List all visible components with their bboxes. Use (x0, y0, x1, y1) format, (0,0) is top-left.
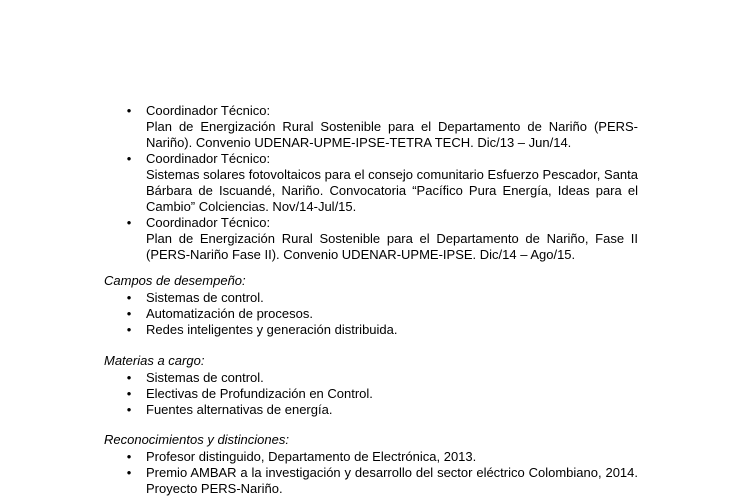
list-item (0, 215, 638, 263)
list-item (0, 322, 638, 338)
bullet-icon: • (126, 370, 132, 385)
list-item-text: Premio AMBAR a la investigación y desarrollo del sector eléctrico Colombiano, 2014. Proyecto PERS-Nariño. (146, 465, 638, 496)
list-item (0, 449, 638, 465)
project-role: Coordinador Técnico: (146, 151, 271, 166)
list-item (0, 465, 638, 497)
bullet-icon: • (126, 402, 132, 417)
list-item-text: Sistemas de control. (146, 370, 264, 385)
list-item-text: Automatización de procesos. (146, 306, 313, 321)
campos-list (0, 290, 741, 338)
bullet-icon: • (126, 151, 132, 166)
projects-list (0, 103, 741, 263)
list-item-text: Fuentes alternativas de energía. (146, 402, 333, 417)
reconocimientos-list (0, 449, 741, 497)
bullet-icon: • (126, 465, 132, 480)
list-item (0, 402, 638, 418)
project-description: Plan de Energización Rural Sostenible para el Departamento de Nariño, Fase II (PERS-Nariño Fase II). Convenio UDENAR-UPME-IPSE. Dic/14 – Ago/15. (146, 231, 638, 262)
bullet-icon: • (126, 306, 132, 321)
bullet-icon: • (126, 103, 132, 118)
list-item (0, 370, 638, 386)
list-item-text: Sistemas de control. (146, 290, 264, 305)
project-description: Plan de Energización Rural Sostenible para el Departamento de Nariño (PERS-Nariño). Convenio UDENAR-UPME-IPSE-TETRA TECH. Dic/13 – Jun/14. (146, 119, 638, 150)
project-role: Coordinador Técnico: (146, 103, 271, 118)
list-item-text: Electivas de Profundización en Control. (146, 386, 373, 401)
section-heading-materias: Materias a cargo: (104, 353, 205, 368)
list-item (0, 151, 638, 215)
section-heading-reconocimientos: Reconocimientos y distinciones: (104, 432, 289, 447)
list-item (0, 103, 638, 151)
bullet-icon: • (126, 215, 132, 230)
materias-list (0, 370, 741, 418)
list-item (0, 290, 638, 306)
bullet-icon: • (126, 290, 132, 305)
project-description: Sistemas solares fotovoltaicos para el consejo comunitario Esfuerzo Pescador, Santa Bárbara de Iscuandé, Nariño. Convocatoria “Pacífico Pura Energía, Ideas para el Cambio” Colciencias. Nov/14-Jul/15. (146, 167, 638, 214)
list-item (0, 306, 638, 322)
list-item-text: Redes inteligentes y generación distribuida. (146, 322, 398, 337)
section-heading-campos: Campos de desempeño: (104, 273, 246, 288)
project-role: Coordinador Técnico: (146, 215, 271, 230)
bullet-icon: • (126, 449, 132, 464)
list-item (0, 386, 638, 402)
bullet-icon: • (126, 322, 132, 337)
bullet-icon: • (126, 386, 132, 401)
list-item-text: Profesor distinguido, Departamento de Electrónica, 2013. (146, 449, 477, 464)
